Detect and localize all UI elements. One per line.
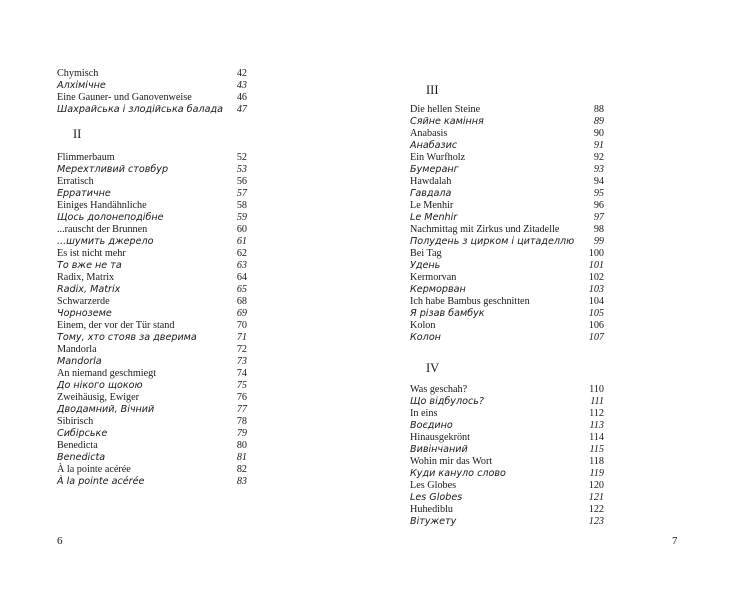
toc-entry-translation (410, 236, 604, 248)
toc-entry-translation (57, 236, 247, 248)
entry-page-number: 103 (588, 284, 604, 295)
entry-page-number: 92 (593, 152, 604, 163)
entry-title: Ein Wurfholz (410, 152, 466, 163)
toc-entry-translation (410, 212, 604, 224)
entry-page-number: 89 (593, 116, 604, 127)
section-heading: IV (426, 361, 440, 375)
entry-page-number: 71 (236, 332, 247, 343)
entry-title: À la pointe acérée (57, 464, 131, 475)
toc-entry-original (410, 176, 604, 188)
toc-entry-translation (57, 452, 247, 464)
toc-entry-original (57, 272, 247, 284)
entry-title: Удень (410, 260, 441, 271)
entry-title: Schwarzerde (57, 296, 110, 307)
entry-page-number: 59 (236, 212, 247, 223)
page-number-left: 6 (57, 535, 63, 547)
entry-page-number: 73 (236, 356, 247, 367)
entry-title: Воєдино (410, 420, 453, 431)
entry-page-number: 114 (589, 432, 604, 443)
entry-page-number: 63 (236, 260, 247, 271)
entry-page-number: 57 (236, 188, 247, 199)
entry-page-number: 46 (236, 92, 247, 103)
toc-entry-translation (57, 332, 247, 344)
toc-entry-original (57, 392, 247, 404)
entry-title: Kermorvan (410, 272, 457, 283)
entry-page-number: 90 (593, 128, 604, 139)
toc-entry-translation (410, 396, 604, 408)
entry-page-number: 42 (236, 68, 247, 79)
entry-page-number: 60 (236, 224, 247, 235)
entry-page-number: 119 (589, 468, 604, 479)
entry-title: ...шумить джерело (57, 236, 154, 247)
entry-title: Les Globes (410, 492, 463, 503)
entry-page-number: 68 (236, 296, 247, 307)
entry-title: In eins (410, 408, 438, 419)
toc-entry-original (57, 416, 247, 428)
entry-title: Einem, der vor der Tür stand (57, 320, 175, 331)
toc-entry-translation (57, 380, 247, 392)
toc-entry-translation (410, 116, 604, 128)
toc-entry-original (57, 320, 247, 332)
toc-entry-original (410, 272, 604, 284)
entry-page-number: 97 (593, 212, 604, 223)
entry-title: Hinausgekrönt (410, 432, 470, 443)
entry-title: Die hellen Steine (410, 104, 481, 115)
entry-page-number: 115 (589, 444, 604, 455)
entry-title: Zweihäusig, Ewiger (57, 392, 140, 403)
entry-title: Le Menhir (410, 200, 454, 211)
entry-title: То вже не та (57, 260, 122, 271)
entry-page-number: 118 (589, 456, 604, 467)
toc-entry-translation (57, 104, 247, 116)
entry-title: Вивінчаний (410, 444, 468, 455)
entry-page-number: 83 (236, 476, 247, 487)
section-heading: II (73, 127, 82, 141)
toc-entry-original (410, 296, 604, 308)
entry-title: Що відбулось? (410, 396, 484, 407)
toc-entry-translation (410, 444, 604, 456)
entry-page-number: 80 (236, 440, 247, 451)
toc-entry-translation (410, 188, 604, 200)
entry-title: Flimmerbaum (57, 152, 115, 163)
entry-page-number: 105 (588, 308, 604, 319)
toc-entry-original (57, 248, 247, 260)
entry-title: Radix, Matrix (57, 272, 115, 283)
entry-page-number: 75 (236, 380, 247, 391)
entry-title: Алхімічне (57, 80, 106, 91)
toc-entry-translation (410, 284, 604, 296)
entry-page-number: 88 (593, 104, 604, 115)
toc-entry-original (410, 432, 604, 444)
entry-page-number: 79 (236, 428, 247, 439)
entry-page-number: 72 (236, 344, 247, 355)
entry-title: Шахрайська і злодійська балада (57, 104, 223, 115)
entry-page-number: 82 (236, 464, 247, 475)
left-page-contents (57, 68, 247, 488)
entry-title: Керморван (410, 284, 466, 295)
toc-entry-translation (57, 164, 247, 176)
entry-page-number: 74 (236, 368, 247, 379)
toc-entry-original (57, 296, 247, 308)
toc-entry-translation (410, 332, 604, 344)
toc-entry-translation (410, 468, 604, 480)
toc-entry-translation (57, 404, 247, 416)
entry-page-number: 120 (588, 480, 604, 491)
toc-entry-original (57, 68, 247, 80)
entry-title: Es ist nicht mehr (57, 248, 126, 259)
entry-title: Чорноземе (57, 308, 112, 319)
entry-title: Radix, Matrix (57, 284, 121, 295)
entry-title: Huhediblu (410, 504, 454, 515)
entry-title: An niemand geschmiegt (57, 368, 157, 379)
entry-title: Benedicta (57, 452, 106, 463)
entry-page-number: 56 (236, 176, 247, 187)
toc-entry-original (410, 104, 604, 116)
toc-entry-translation (410, 420, 604, 432)
toc-entry-original (57, 344, 247, 356)
entry-page-number: 77 (236, 404, 247, 415)
toc-entry-original (410, 408, 604, 420)
entry-title: Гавдала (410, 188, 452, 199)
toc-entry-original (57, 152, 247, 164)
entry-title: Bei Tag (410, 248, 442, 259)
entry-page-number: 62 (236, 248, 247, 259)
entry-title: До нікого щокою (57, 380, 143, 391)
toc-entry-translation (57, 356, 247, 368)
entry-title: Мерехтливий стовбур (57, 164, 169, 175)
entry-title: Mandorla (57, 344, 97, 355)
toc-entry-original (410, 504, 604, 516)
entry-title: Полудень з цирком і цитаделлю (410, 236, 575, 247)
entry-title: Бумеранг (410, 164, 459, 175)
entry-page-number: 58 (236, 200, 247, 211)
entry-page-number: 112 (589, 408, 604, 419)
entry-title: À la pointe acérée (57, 476, 145, 487)
toc-entry-translation (57, 260, 247, 272)
toc-entry-translation (57, 212, 247, 224)
entry-page-number: 95 (593, 188, 604, 199)
entry-title: Was geschah? (410, 384, 468, 395)
toc-entry-original (410, 480, 604, 492)
entry-title: Benedicta (57, 440, 98, 451)
entry-title: Я різав бамбук (410, 308, 485, 319)
entry-page-number: 96 (593, 200, 604, 211)
entry-page-number: 106 (588, 320, 604, 331)
toc-entry-original (410, 320, 604, 332)
toc-entry-original (410, 248, 604, 260)
entry-page-number: 98 (593, 224, 604, 235)
toc-entry-original (410, 128, 604, 140)
entry-page-number: 43 (236, 80, 247, 91)
entry-title: Chymisch (57, 68, 99, 79)
toc-entry-original (57, 224, 247, 236)
entry-page-number: 94 (593, 176, 604, 187)
toc-entry-translation (410, 308, 604, 320)
entry-page-number: 102 (588, 272, 604, 283)
toc-entry-original (57, 368, 247, 380)
toc-entry-translation (410, 260, 604, 272)
toc-entry-original (410, 152, 604, 164)
entry-title: Erratisch (57, 176, 94, 187)
entry-title: Einiges Handähnliche (57, 200, 147, 211)
entry-page-number: 104 (588, 296, 604, 307)
entry-page-number: 93 (593, 164, 604, 175)
toc-entry-translation (410, 164, 604, 176)
entry-page-number: 61 (236, 236, 247, 247)
entry-page-number: 100 (588, 248, 604, 259)
toc-entry-translation (57, 284, 247, 296)
entry-title: Ich habe Bambus geschnitten (410, 296, 530, 307)
entry-page-number: 47 (236, 104, 247, 115)
entry-title: Nachmittag mit Zirkus und Zitadelle (410, 224, 560, 235)
entry-title: Тому, хто стояв за дверима (57, 332, 197, 343)
entry-title: Mandorla (57, 356, 102, 367)
toc-entry-translation (57, 308, 247, 320)
entry-page-number: 69 (236, 308, 247, 319)
entry-title: Сяйне каміння (410, 116, 484, 127)
toc-entry-translation (57, 80, 247, 92)
entry-title: Куди кануло слово (410, 468, 506, 479)
entry-page-number: 76 (236, 392, 247, 403)
toc-entry-translation (57, 476, 247, 488)
right-page-contents (410, 78, 604, 528)
toc-entry-translation (57, 428, 247, 440)
section-heading: III (426, 83, 439, 97)
entry-page-number: 70 (236, 320, 247, 331)
toc-entry-translation (410, 492, 604, 504)
toc-entry-original (410, 384, 604, 396)
entry-title: Вітужету (410, 516, 457, 527)
entry-page-number: 78 (236, 416, 247, 427)
entry-page-number: 52 (236, 152, 247, 163)
toc-entry-translation (57, 188, 247, 200)
entry-title: Ерратичне (57, 188, 111, 199)
entry-page-number: 101 (588, 260, 604, 271)
entry-page-number: 123 (588, 516, 604, 527)
entry-page-number: 113 (589, 420, 604, 431)
entry-title: Щось долонеподібне (57, 212, 164, 223)
entry-page-number: 111 (590, 396, 604, 407)
entry-title: Wohin mir das Wort (410, 456, 493, 467)
entry-page-number: 122 (588, 504, 604, 515)
entry-title: Kolon (410, 320, 436, 331)
page-number-right: 7 (672, 535, 678, 547)
entry-page-number: 65 (236, 284, 247, 295)
toc-entry-original (57, 464, 247, 476)
entry-title: Анабазис (410, 140, 458, 151)
toc-entry-original (57, 440, 247, 452)
entry-page-number: 91 (593, 140, 604, 151)
toc-entry-original (57, 176, 247, 188)
entry-title: Anabasis (410, 128, 448, 139)
toc-entry-translation (410, 516, 604, 528)
toc-entry-original (410, 200, 604, 212)
entry-page-number: 107 (588, 332, 604, 343)
entry-page-number: 64 (236, 272, 247, 283)
entry-title: Hawdalah (410, 176, 452, 187)
entry-page-number: 81 (236, 452, 247, 463)
toc-entry-original (57, 200, 247, 212)
toc-entry-original (410, 456, 604, 468)
toc-entry-original (57, 92, 247, 104)
toc-entry-original (410, 224, 604, 236)
entry-title: Дводамний, Вічний (57, 404, 155, 415)
entry-title: Сибірське (57, 428, 108, 439)
entry-title: Sibirisch (57, 416, 94, 427)
entry-title: Eine Gauner- und Ganovenweise (57, 92, 192, 103)
entry-title: Le Menhir (410, 212, 458, 223)
entry-page-number: 53 (236, 164, 247, 175)
entry-title: Колон (410, 332, 441, 343)
entry-title: Les Globes (410, 480, 457, 491)
entry-page-number: 110 (589, 384, 604, 395)
toc-entry-translation (410, 140, 604, 152)
entry-page-number: 99 (593, 236, 604, 247)
entry-title: ...rauscht der Brunnen (57, 224, 148, 235)
entry-page-number: 121 (588, 492, 604, 503)
